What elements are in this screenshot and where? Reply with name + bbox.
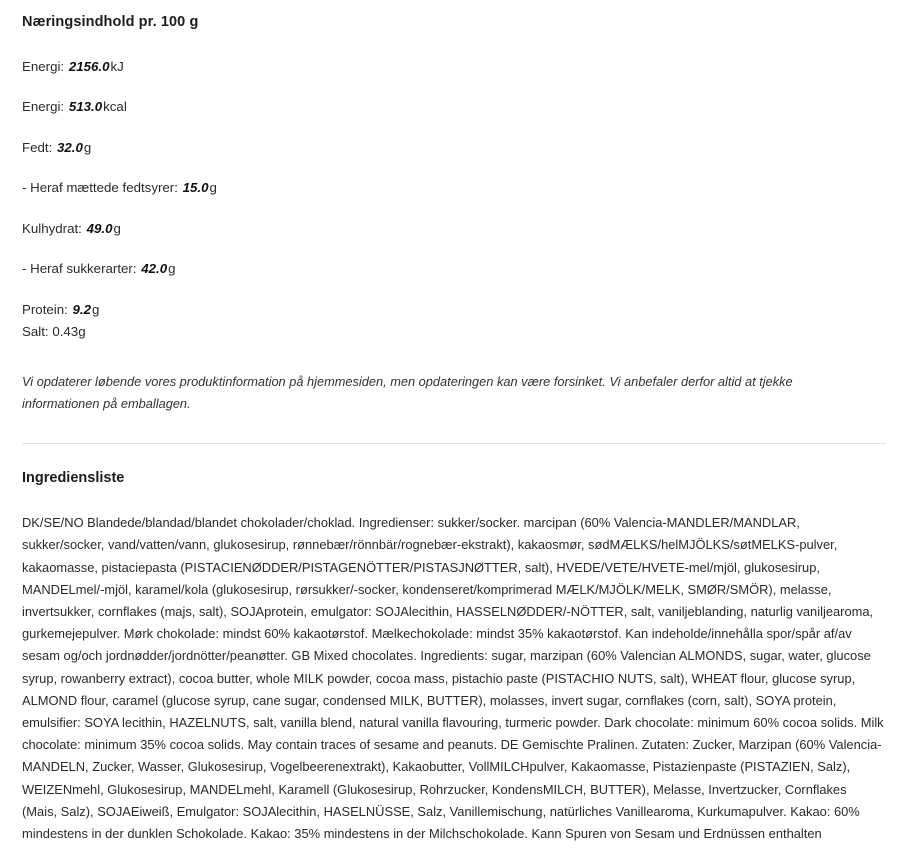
nutrition-label: Kulhydrat: (22, 220, 82, 236)
nutrition-value: 49.0 (86, 220, 113, 236)
nutrition-row (22, 220, 886, 238)
nutrition-unit: kJ (110, 59, 124, 74)
nutrition-unit: g (83, 139, 92, 155)
nutrition-unit: g (92, 301, 100, 317)
nutrition-value: 15.0 (182, 180, 209, 196)
nutrition-value: 0.43 (52, 323, 79, 339)
nutrition-value: 513.0 (68, 99, 103, 115)
nutrition-unit: g (168, 261, 176, 277)
nutrition-value: 2156.0 (68, 59, 110, 74)
nutrition-label: Energi: (22, 99, 65, 115)
nutrition-value: 32.0 (57, 139, 83, 155)
nutrition-row (22, 58, 886, 76)
nutrition-table (22, 58, 886, 319)
nutrition-unit: g (113, 220, 121, 236)
nutrition-heading: Næringsindhold pr. 100 g (22, 14, 199, 30)
nutrition-label: Salt: (22, 323, 49, 339)
nutrition-label: Energi: (22, 59, 65, 74)
nutrition-row (22, 179, 886, 197)
nutrition-value: 9.2 (72, 301, 92, 317)
nutrition-label: Protein: (22, 301, 68, 317)
nutrition-unit: g (78, 323, 86, 339)
ingredients-heading: Ingrediensliste (22, 470, 125, 487)
nutrition-label: Fedt: (22, 139, 53, 155)
nutrition-row (22, 139, 886, 157)
ingredients-text: DK/SE/NO Blandede/blandad/blandet chokolader/choklad. Ingredienser: sukker/socker. marcipan (60% Valencia-MANDLER/MANDLAR, sukker/socker, vand/vatten/vann, glukosesirup, rønnebær/rönnbär/rognebær-ekstrakt), kakaosmør, sødMÆLKS/helMJÖLKS/søtMELKS-pulver, kakaomasse, pistaciepasta (PISTACIENØDDER/PISTAGENÖTTER/PISTASJNØTTER, salt), HVEDE/VETE/HVETE-mel/mjöl, glukosesirup, MANDELmel/-mjöl, karamel/kola (glukosesirup, rørsukker/-socker, kondenseret/komprimerad MÆLK/MJÖLK/MELK, SMØR/SMÖR), melasse, invertsukker, cornflakes (majs, salt), SOJAprotein, emulgator: SOJAlecithin, HASSELNØDDER/-NÖTTER, salt, vaniljeblanding, naturlig vaniljearoma, gurkemejepulver. Mørk chokolade: mindst 60% kakaotørstof. Mælkechokolade: mindst 35% kakaotørstof. Kan indeholde/innehålla spor/spår af/av sesam og/och jordnødder/jordnötter/peanøtter. GB Mixed chocolates. Ingredients: sugar, marzipan (60% Valencian ALMONDS, sugar, water, glucose syrup, rowanberry extract), cocoa butter, whole MILK powder, cocoa mass, pistachio paste (PISTACHIO NUTS, salt), WHEAT flour, glucose syrup, ALMOND flour, caramel (glucose syrup, cane sugar, condensed MILK, BUTTER), molasses, invert sugar, cornflakes (corn, salt), SOYA protein, emulsifier: SOYA lecithin, HAZELNUTS, salt, vanilla blend, natural vanilla flavouring, turmeric powder. Dark chocolate: minimum 60% cocoa solids. Milk chocolate: minimum 35% cocoa solids. May contain traces of sesame and peanuts. DE Gemischte Pralinen. Zutaten: Zucker, Marzipan (60% Valencia-MANDELN, Zucker, Wasser, Glukosesirup, Vogelbeerenextrakt), Kakaobutter, VollMILCHpulver, Kakaomasse, Pistazienpaste (PISTAZIEN, Salz), WEIZENmehl, Glukosesirup, MANDELmehl, Karamell (Glukosesirup, Rohrzucker, KondensMILCH, BUTTER), Melasse, Invertzucker, Cornflakes (Mais, Salz), SOJAEiweiß, Emulgator: SOJAlecithin, HASELNÜSSE, Salz, Vanillemischung, natürliches Vanillearoma, Kurkumapulver. Kakao: 60% mindestens in der dunklen Schokolade. Kakao: 35% mindestens in der Milchschokolade. Kann Spuren von Sesam und Erdnüssen enthalten (22, 515, 884, 841)
nutrition-label: - Heraf mættede fedtsyrer: (22, 180, 178, 196)
nutrition-unit: kcal (103, 99, 127, 115)
nutrition-row (22, 301, 886, 319)
nutrition-label: - Heraf sukkerarter: (22, 261, 137, 277)
nutrition-unit: g (209, 180, 217, 196)
section-divider (22, 443, 886, 444)
nutrition-row (22, 98, 886, 116)
nutrition-value: 42.0 (141, 261, 168, 277)
nutrition-disclaimer: Vi opdaterer løbende vores produktinformation på hjemmesiden, men opdateringen kan være forsinket. Vi anbefaler derfor altid at tjekke informationen på emballagen. (22, 373, 793, 411)
nutrition-row (22, 260, 886, 278)
nutrition-row-salt (22, 323, 886, 341)
